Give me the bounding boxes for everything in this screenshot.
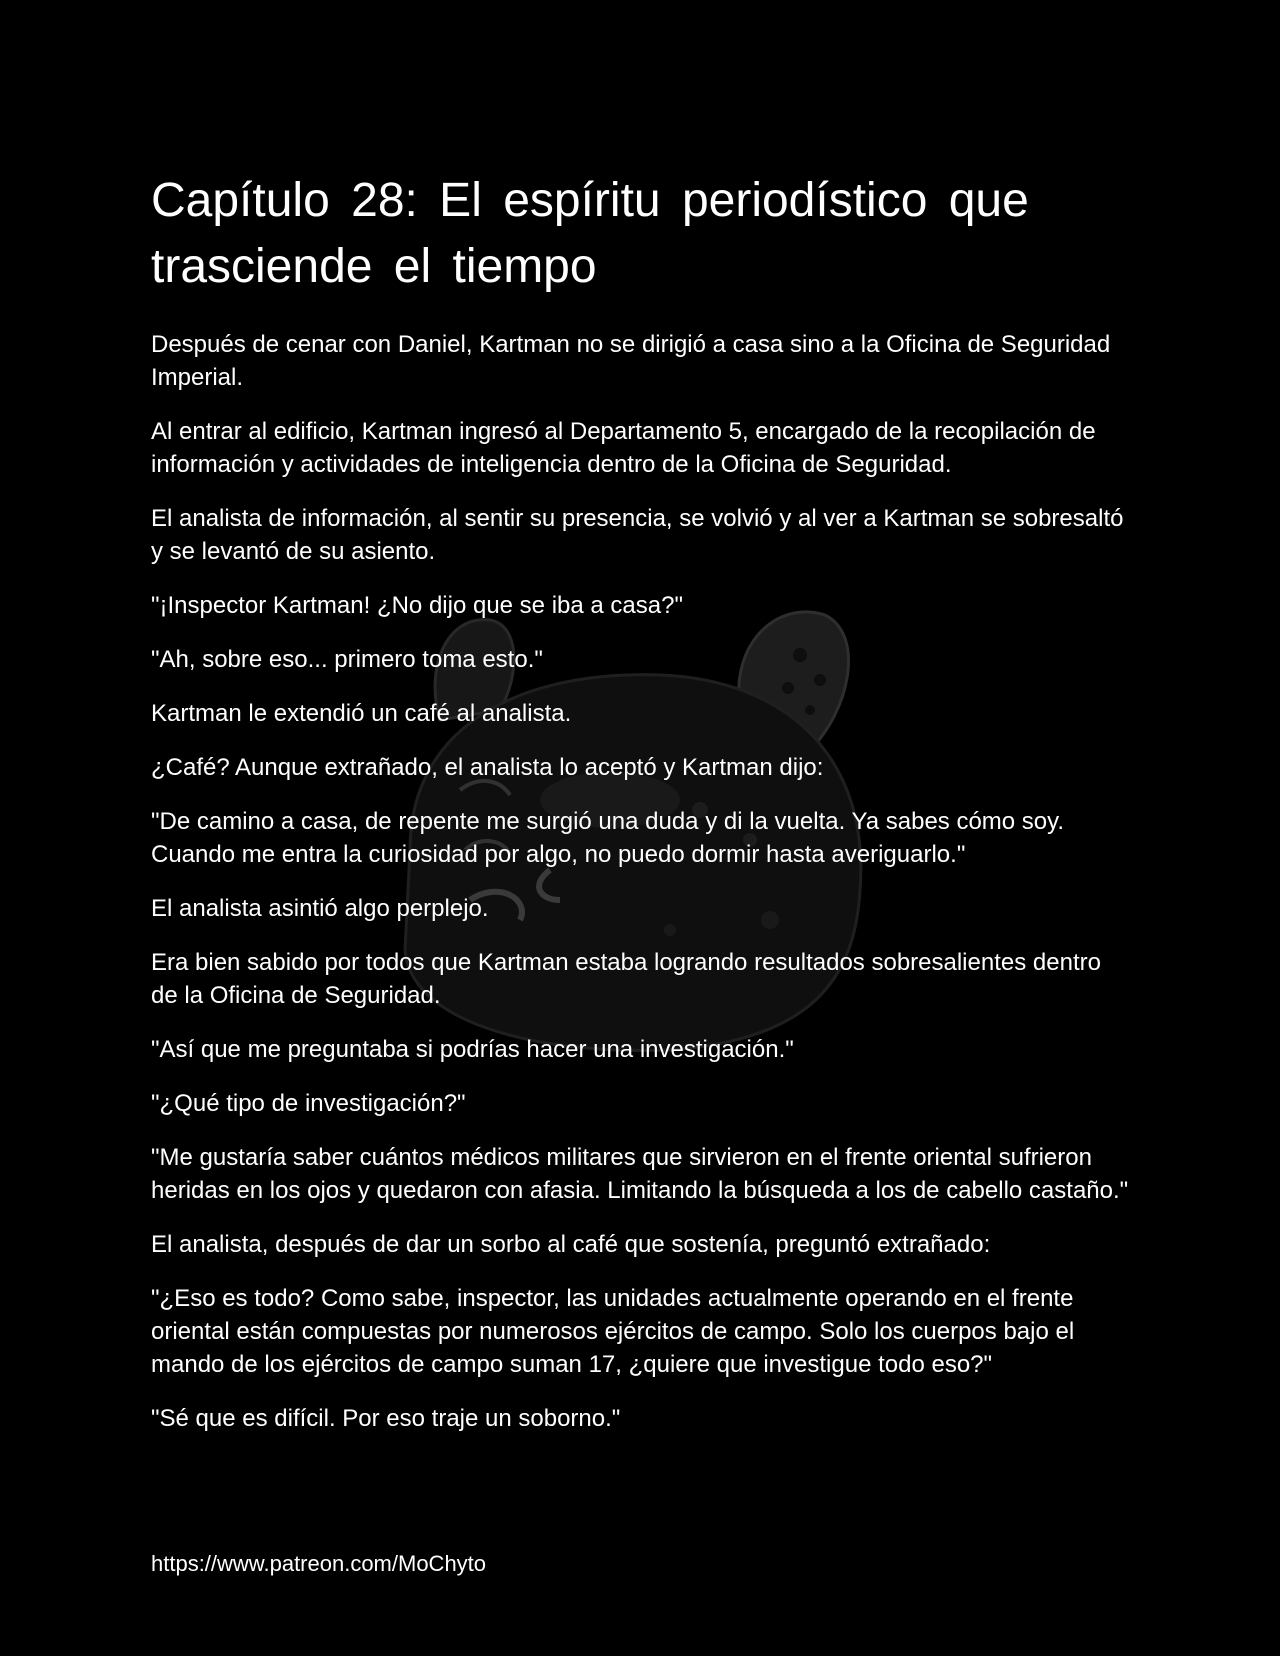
chapter-title-line-2: trasciende el tiempo <box>151 240 597 293</box>
paragraph: Kartman le extendió un café al analista. <box>151 700 572 727</box>
patreon-link[interactable]: https://www.patreon.com/MoChyto <box>151 1551 487 1576</box>
paragraph: ¿Café? Aunque extrañado, el analista lo aceptó y Kartman dijo: <box>151 754 824 781</box>
paragraph: "Así que me preguntaba si podrías hacer una investigación." <box>151 1036 794 1063</box>
paragraph: Al entrar al edificio, Kartman ingresó al Departamento 5, encargado de la recopilación de información y actividades de inteligencia dentro de la Oficina de Seguridad. <box>151 418 1096 478</box>
paragraph: "Ah, sobre eso... primero toma esto." <box>151 646 543 673</box>
paragraph: "¿Qué tipo de investigación?" <box>151 1090 466 1117</box>
paragraph: "Me gustaría saber cuántos médicos militares que sirvieron en el frente oriental sufrieron heridas en los ojos y quedaron con afasia. Limitando la búsqueda a los de cabello castaño." <box>151 1144 1129 1204</box>
paragraph: "De camino a casa, de repente me surgió una duda y di la vuelta. Ya sabes cómo soy. Cuando me entra la curiosidad por algo, no puedo dormir hasta averiguarlo." <box>151 808 1065 868</box>
paragraph: El analista, después de dar un sorbo al café que sostenía, preguntó extrañado: <box>151 1231 991 1258</box>
chapter-title-line-1: Capítulo 28: El espíritu periodístico que <box>151 174 1029 227</box>
paragraph: El analista de información, al sentir su presencia, se volvió y al ver a Kartman se sobresaltó y se levantó de su asiento. <box>151 505 1124 565</box>
paragraph: El analista asintió algo perplejo. <box>151 895 489 922</box>
paragraph: Era bien sabido por todos que Kartman estaba logrando resultados sobresalientes dentro de la Oficina de Seguridad. <box>151 949 1101 1009</box>
chapter-title <box>151 168 1131 300</box>
paragraph: "Sé que es difícil. Por eso traje un soborno." <box>151 1405 621 1432</box>
paragraph: Después de cenar con Daniel, Kartman no se dirigió a casa sino a la Oficina de Seguridad Imperial. <box>151 331 1111 391</box>
paragraph: "¡Inspector Kartman! ¿No dijo que se iba a casa?" <box>151 592 683 619</box>
paragraph: "¿Eso es todo? Como sabe, inspector, las unidades actualmente operando en el frente oriental están compuestas por numerosos ejércitos de campo. Solo los cuerpos bajo el mando de los ejércitos de campo suman 17, ¿quiere que investigue todo eso?" <box>151 1285 1075 1378</box>
chapter-content <box>151 168 1131 1456</box>
